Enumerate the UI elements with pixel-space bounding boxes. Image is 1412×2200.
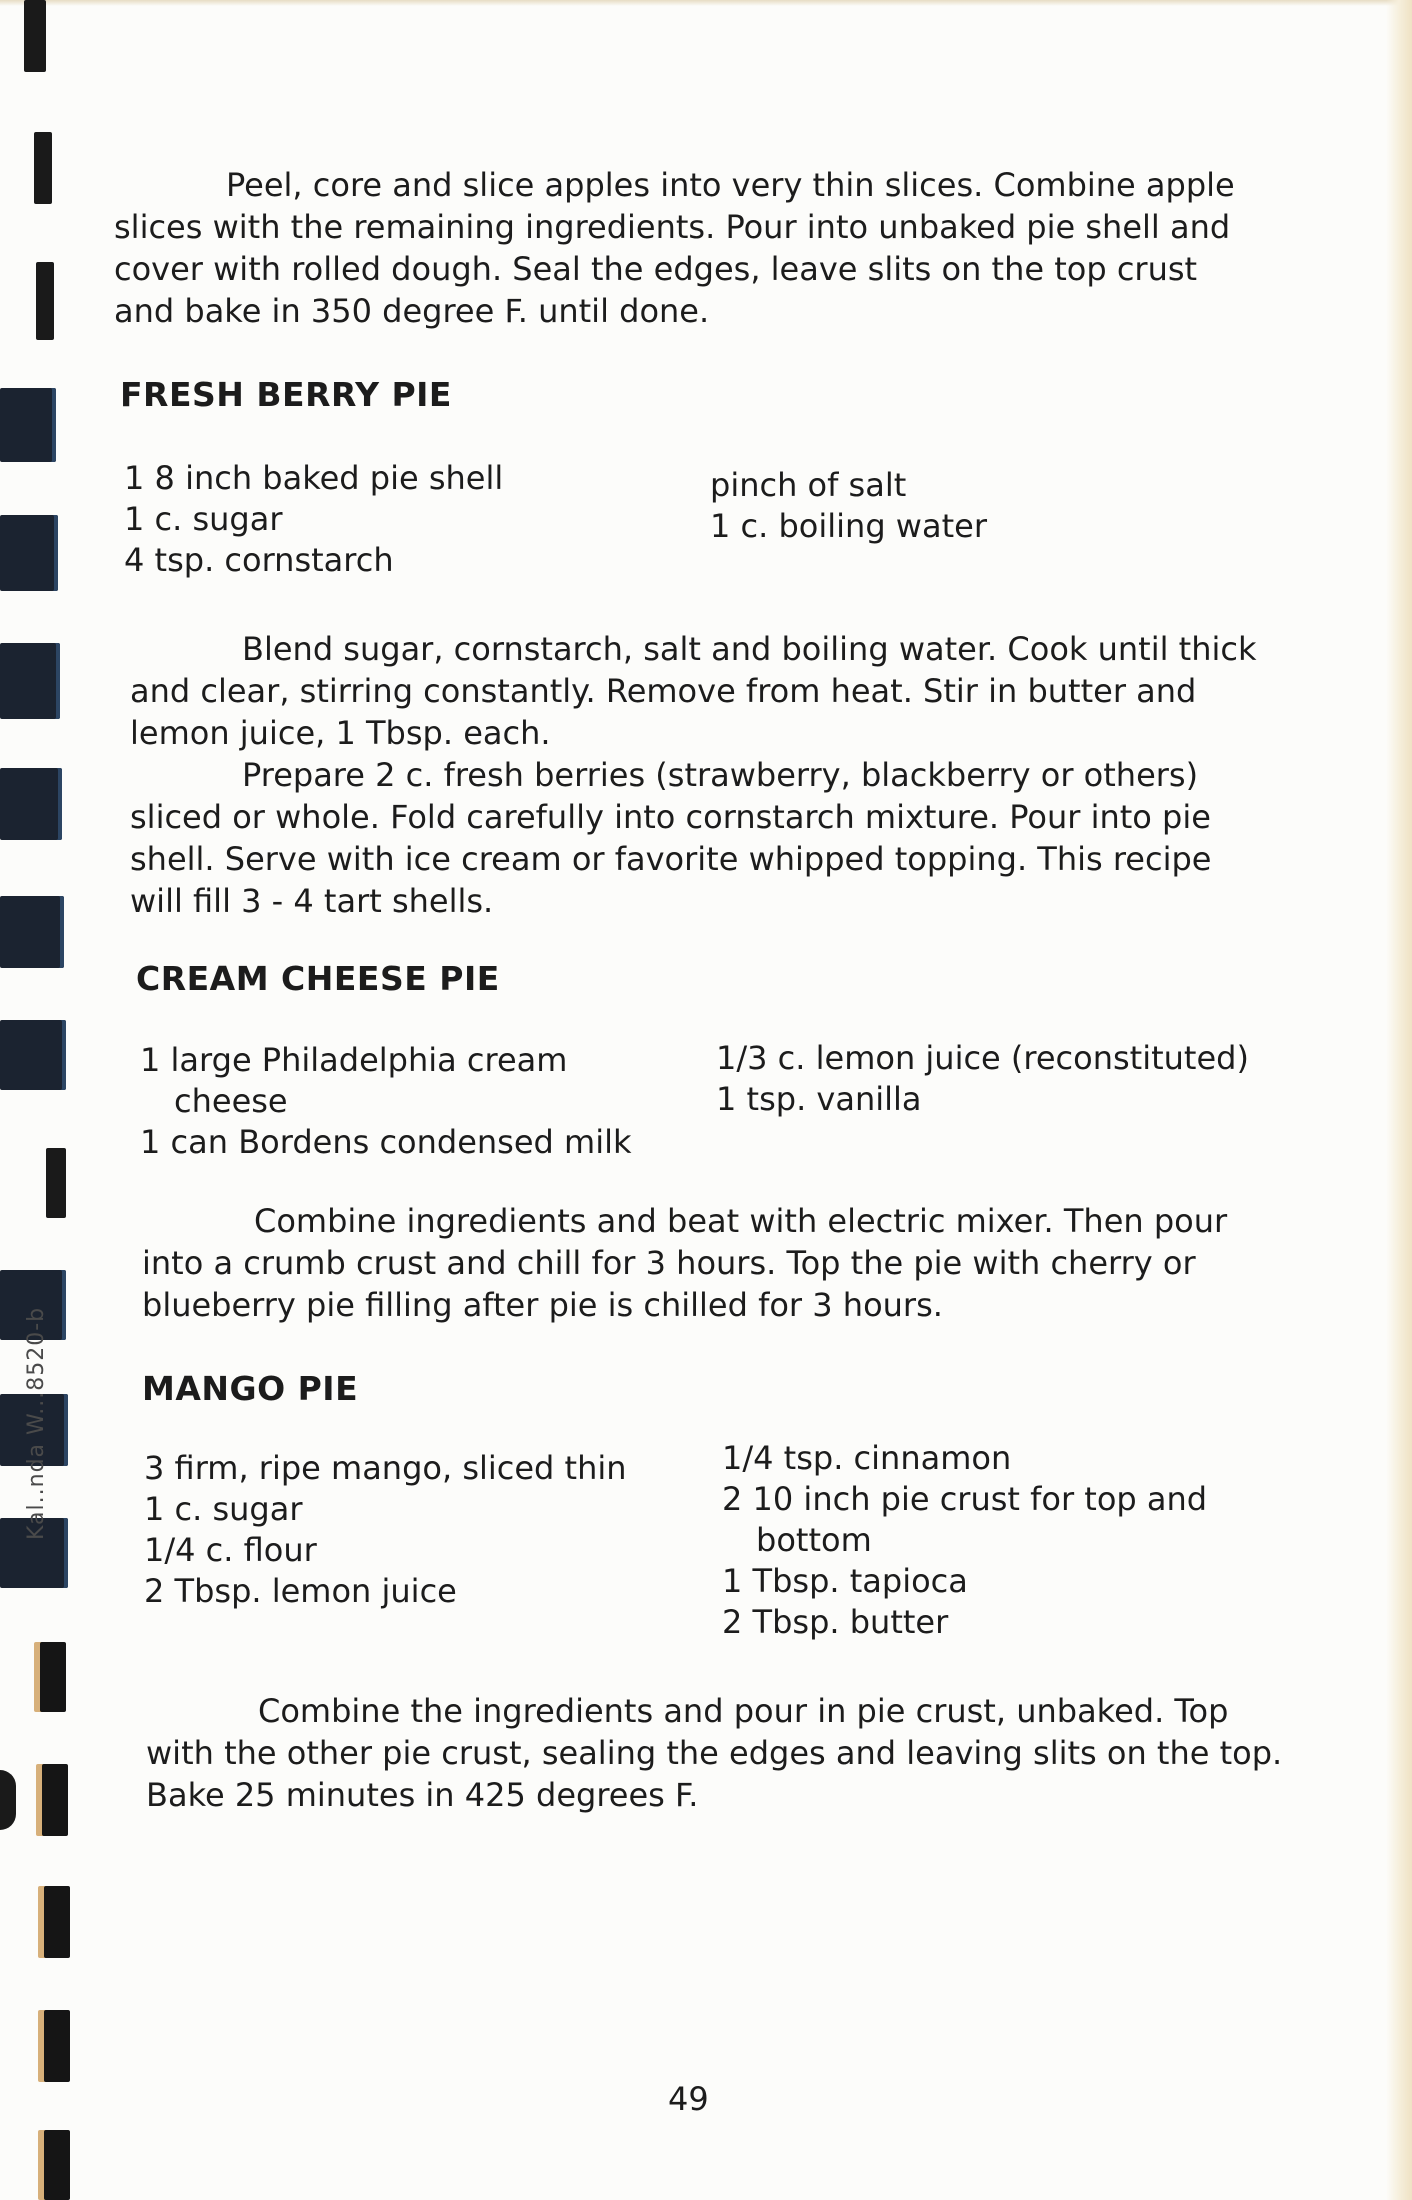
binding-ring xyxy=(44,2130,70,2200)
binding-ring xyxy=(46,1148,66,1218)
ingredient-item: 4 tsp. cornstarch xyxy=(124,541,394,579)
binding-ring xyxy=(0,388,56,462)
instruction-paragraph: Combine ingredients and beat with electric mixer. Then pour into a crumb crust and chill for 3 hours. Top the pie with cherry or blueberry pie filling after pie is chilled for 3 hours. xyxy=(142,1202,1228,1324)
ingredient-item: cheese xyxy=(174,1082,288,1120)
ingredient-item: 2 Tbsp. lemon juice xyxy=(144,1572,457,1610)
ingredient-item: pinch of salt xyxy=(710,466,907,504)
page-right-edge xyxy=(1386,0,1412,2200)
instructions-mango-pie xyxy=(146,1690,1286,1816)
instruction-paragraph: Combine the ingredients and pour in pie crust, unbaked. Top with the other pie crust, sealing the edges and leaving slits on the top. Bake 25 minutes in 425 degrees F. xyxy=(146,1692,1283,1814)
ingredients-left-fresh-berry-pie xyxy=(124,458,684,581)
binding-ring xyxy=(0,515,58,591)
ingredients-left-cream-cheese-pie xyxy=(140,1040,700,1163)
margin-stamp: Kal..nda W...8520-b xyxy=(24,1306,49,1540)
binding-ring xyxy=(34,132,52,204)
ingredient-item: 1 8 inch baked pie shell xyxy=(124,459,504,497)
binding-ring xyxy=(0,768,62,840)
binding-ring xyxy=(44,1886,70,1958)
intro-text: Peel, core and slice apples into very thin slices. Combine apple slices with the remaining ingredients. Pour into unbaked pie shell and cover with rolled dough. Seal the edges, leave slits on the top crust and bake in 350 degree F. until done. xyxy=(114,166,1235,330)
ingredient-item: bottom xyxy=(756,1521,872,1559)
binding-ring xyxy=(0,643,60,719)
ingredient-item: 1 large Philadelphia cream xyxy=(140,1041,568,1079)
binding-ring xyxy=(0,896,64,968)
ingredient-item: 1/4 tsp. cinnamon xyxy=(722,1439,1012,1477)
intro-paragraph xyxy=(114,164,1244,332)
ingredients-left-mango-pie xyxy=(144,1448,704,1612)
recipe-title-cream-cheese-pie: CREAM CHEESE PIE xyxy=(136,959,500,998)
recipe-title-fresh-berry-pie: FRESH BERRY PIE xyxy=(120,375,452,414)
ingredient-item: 1 tsp. vanilla xyxy=(716,1080,922,1118)
instructions-fresh-berry-pie xyxy=(130,628,1270,922)
instruction-paragraph: Blend sugar, cornstarch, salt and boiling water. Cook until thick and clear, stirring constantly. Remove from heat. Stir in butter and lemon juice, 1 Tbsp. each. xyxy=(130,630,1257,752)
binding-ring xyxy=(42,1764,68,1836)
ingredients-right-cream-cheese-pie xyxy=(716,1038,1316,1120)
ingredient-item: 1/3 c. lemon juice (reconstituted) xyxy=(716,1039,1249,1077)
ingredient-item: 1 Tbsp. tapioca xyxy=(722,1562,968,1600)
page-top-edge xyxy=(0,0,1412,6)
binding-ring xyxy=(40,1642,66,1712)
instruction-paragraph: Prepare 2 c. fresh berries (strawberry, blackberry or others) sliced or whole. Fold carefully into cornstarch mixture. Pour into pie shell. Serve with ice cream or favorite whipped topping. This recipe will fill 3 - 4 tart shells. xyxy=(130,756,1212,920)
binding-ring xyxy=(44,2010,70,2082)
binding-ring xyxy=(0,1770,16,1830)
ingredient-item: 1 c. sugar xyxy=(144,1490,303,1528)
spiral-binding xyxy=(0,0,80,2200)
page-number: 49 xyxy=(668,2080,709,2118)
ingredient-item: 2 Tbsp. butter xyxy=(722,1603,949,1641)
ingredient-item: 1 c. sugar xyxy=(124,500,283,538)
ingredient-item: 2 10 inch pie crust for top and xyxy=(722,1480,1208,1518)
ingredient-item: 1 can Bordens condensed milk xyxy=(140,1123,632,1161)
binding-ring xyxy=(24,0,46,72)
binding-ring xyxy=(0,1020,66,1090)
recipe-title-mango-pie: MANGO PIE xyxy=(142,1369,359,1408)
ingredient-item: 3 firm, ripe mango, sliced thin xyxy=(144,1449,627,1487)
binding-ring xyxy=(36,262,54,340)
ingredient-item: 1 c. boiling water xyxy=(710,507,987,545)
ingredients-right-fresh-berry-pie xyxy=(710,465,1270,547)
instructions-cream-cheese-pie xyxy=(142,1200,1282,1326)
ingredients-right-mango-pie xyxy=(722,1438,1302,1643)
ingredient-item: 1/4 c. flour xyxy=(144,1531,317,1569)
